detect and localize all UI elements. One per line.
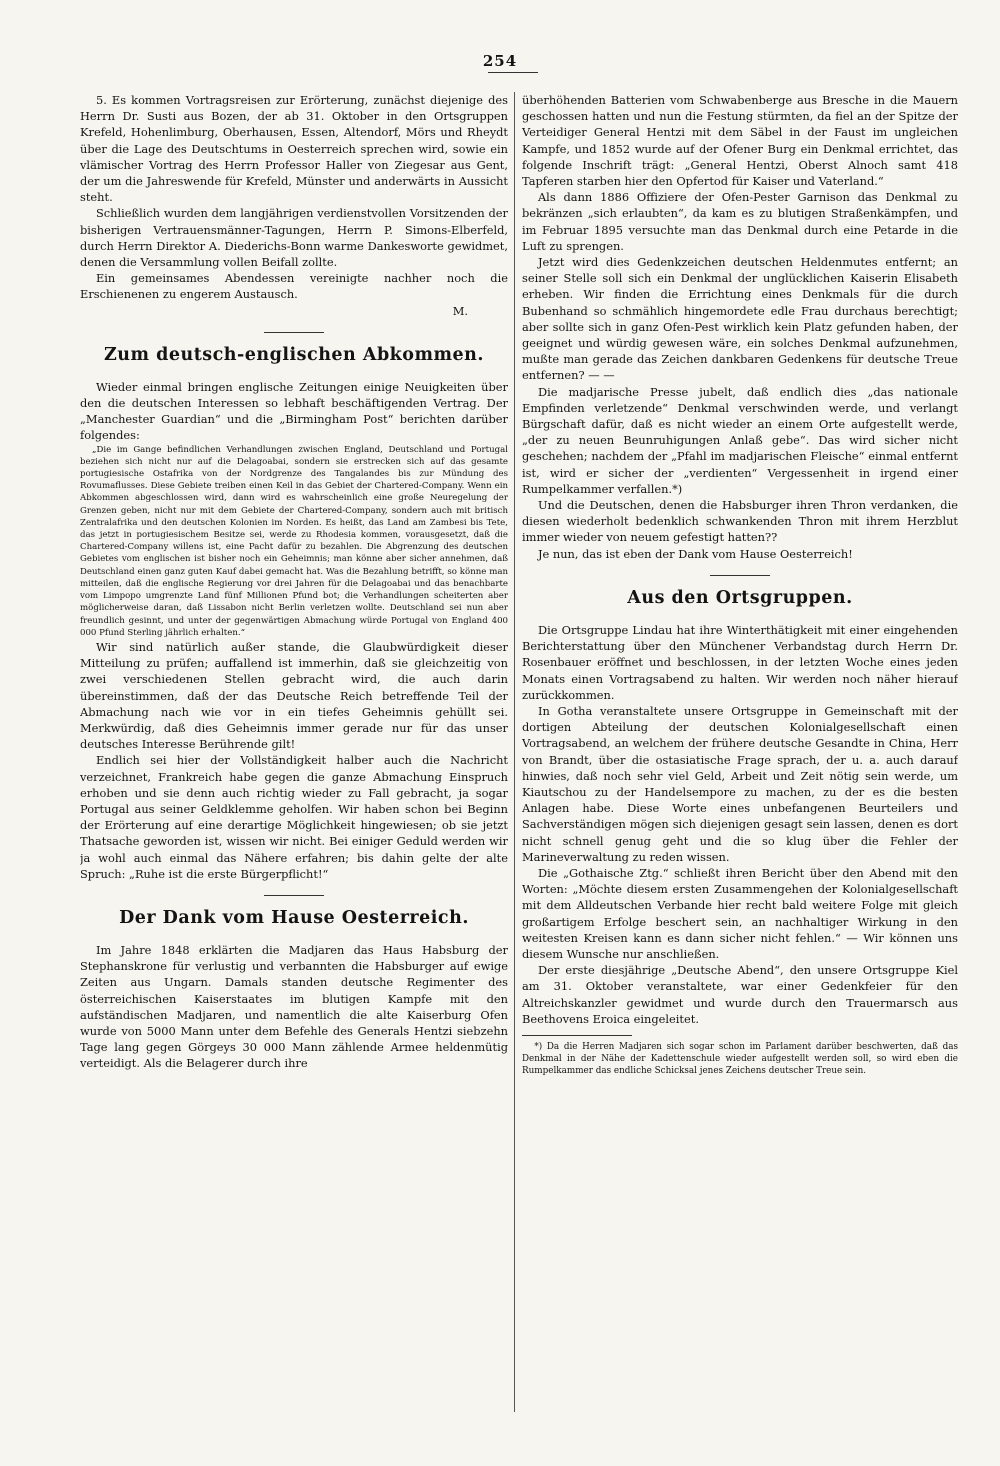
article-paragraph: Wieder einmal bringen englische Zeitungen einige Neuigkeiten über den die deutschen Interessen so lebhaft beschäftigenden Vertrag. Der „Manchester Guardian“ und die „Birmingham Post“ berichten darüber folgendes:	[80, 379, 508, 443]
article-paragraph: Die madjarische Presse jubelt, daß endlich dies „das nationale Empfinden verletzende“ Denkmal verschwinden werde, und verlangt Bürgschaft dafür, daß es nicht wieder an einem Orte aufgestellt werde, „der zu neuen Beunruhigungen Anlaß gebe“. Das wird sicher nicht geschehen; nachdem der „Pfahl im madjarischen Fleische“ einmal entfernt ist, wird er sicher der „verdienten“ Vergessenheit in irgend einer Rumpelkammer verfallen.*)	[522, 384, 958, 496]
article-title-dank: Der Dank vom Hause Oesterreich.	[119, 907, 469, 928]
article-paragraph: Wir sind natürlich außer stande, die Glaubwürdigkeit dieser Mitteilung zu prüfen; auffallend ist immerhin, daß sie gleichzeitig von zwei verschiedenen Stellen gebracht wird, die auch darin übereinstimmen, daß der das Deutsche Reich betreffende Teil der Abmachung nach wie vor in ein tiefes Geheimnis gehüllt sei. Merkwürdig, daß dies Geheimnis immer gerade nur für das unser deutsches Interesse Berührende gilt!	[80, 639, 508, 752]
right-column	[522, 92, 958, 1432]
page-number: 254	[482, 52, 518, 70]
article-paragraph: Der erste diesjährige „Deutsche Abend“, den unsere Ortsgruppe Kiel am 31. Oktober veranstaltete, war einer Gedenkfeier für den Altreichskanzler gewidmet und wurde durch den Trauermarsch aus Beethovens Eroica eingeleitet.	[522, 963, 958, 1026]
article-paragraph: Und die Deutschen, denen die Habsburger ihren Thron verdanken, die diesen wiederholt bedenklich schwankenden Thron mit ihrem Herzblut immer wieder von neuem gefestigt hatten??	[522, 498, 958, 545]
article-paragraph: Jetzt wird dies Gedenkzeichen deutschen Heldenmutes entfernt; an seiner Stelle soll sich ein Denkmal der unglücklichen Kaiserin Elisabeth erheben. Wir finden die Errichtung eines Denkmals für die durch Bubenhand so schmählich hingemordete edle Frau durchaus berechtigt; aber sollte sich in ganz Ofen-Pest wirklich kein Platz gefunden haben, der geeignet und würdig gewesen wäre, ein solches Denkmal aufzunehmen, mußte man gerade das Zeichen dankbaren Gedenkens für deutsche Treue entfernen? — —	[522, 255, 958, 383]
intro-paragraph: Ein gemeinsames Abendessen vereinigte nachher noch die Erschienenen zu engerem Austausch.	[80, 271, 508, 302]
footnote-rule	[522, 1035, 632, 1036]
page-number-rule	[488, 72, 538, 73]
left-column	[80, 92, 508, 1432]
article-paragraph: Als dann 1886 Offiziere der Ofen-Pester Garnison das Denkmal zu bekränzen „sich erlaubten“, da kam es zu blutigen Straßenkämpfen, und im Februar 1895 versuchte man das Denkmal durch eine Petarde in die Luft zu sprengen.	[522, 190, 958, 253]
article-paragraph: In Gotha veranstaltete unsere Ortsgruppe in Gemeinschaft mit der dortigen Abteilung der deutschen Kolonialgesellschaft einen Vortragsabend, an welchem der frühere deutsche Gesandte in China, Herr von Brandt, über die ostasiatische Frage sprach, der u. a. auch darauf hinwies, daß noch sehr viel Geld, Arbeit und Zeit nötig sein werde, um Kiautschou zu der Handelsempore zu machen, zu der es die besten Anlagen habe. Diese Worte eines unbefangenen Beurteilers und Sachverständigen mögen sich diejenigen gesagt sein lassen, denen es dort nicht schnell genug geht und die so klug über die Fehler der Marineverwaltung zu reden wissen.	[522, 703, 958, 864]
article-paragraph: Im Jahre 1848 erklärten die Madjaren das Haus Habsburg der Stephanskrone für verlustig und verbannten die Habsburger auf ewige Zeiten aus Ungarn. Damals standen deutsche Regimenter des österreichischen Kaiserstaates im blutigen Kampfe mit den aufständischen Madjaren, und namentlich die alte Kaiserburg Ofen wurde von 5000 Mann unter dem Befehle des Generals Hentzi siebzehn Tage lang gegen Görgeys 30 000 Mann zählende Armee heldenmütig verteidigt. Als die Belagerer durch ihre	[80, 942, 508, 1071]
intro-paragraph: 5. Es kommen Vortragsreisen zur Erörterung, zunächst diejenige des Herrn Dr. Susti aus Bozen, der ab 31. Oktober in den Ortsgruppen Krefeld, Hohenlimburg, Oberhausen, Essen, Altendorf, Mörs und Rheydt über die Lage des Deutschtums in Oesterreich sprechen wird, sowie ein vlämischer Vortrag des Herrn Professor Haller von Ziegesar aus Gent, der um die Jahreswende für Krefeld, Münster und anderwärts in Aussicht steht.	[80, 93, 508, 205]
intro-paragraph: Schließlich wurden dem langjährigen verdienstvollen Vorsitzenden der bisherigen Vertrauensmänner-Tagungen, Herrn P. Simons-Elberfeld, durch Herrn Direktor A. Diederichs-Bonn warme Dankesworte gewidmet, denen die Versammlung vollen Beifall zollte.	[80, 206, 508, 270]
article-quote: „Die im Gange befindlichen Verhandlungen zwischen England, Deutschland und Portugal beziehen sich nicht nur auf die Delagoabai, sondern sie erstrecken sich auf das gesamte portugiesische Ostafrika von der Nordgrenze des Tangalandes bis zur Mündung des Rovumaflusses. Diese Gebiete treiben einen Keil in das Gebiet der Chartered-Company. Wenn ein Abkommen abgeschlossen wird, dann wird es wahrscheinlich eine große Neuregelung der Grenzen geben, nicht nur mit dem Gebiete der Chartered-Company, sondern auch mit britisch Zentralafrika und den deutschen Kolonien im Norden. Es heißt, das Land am Zambesi bis Tete, das jetzt in portugiesischem Besitze sei, werde zu Rhodesia kommen, vorausgesetzt, daß die Chartered-Company willens ist, eine Pacht dafür zu bezahlen. Die Abgrenzung des deutschen Gebietes vom englischen ist bisher noch ein Geheimnis; man könne aber sicher annehmen, daß Deutschland einen ganz guten Kauf dabei gemacht hat. Was die Bezahlung betrifft, so könne man mitteilen, daß die englische Regierung vor drei Jahren für die Delagoabai und das benachbarte vom Limpopo umgrenzte Land fünf Millionen Pfund bot; die Verhandlungen scheiterten aber möglicherweise daran, daß Lissabon nicht Berlin verletzen wollte. Deutschland sei nun aber freundlich gesinnt, und unter der gegenwärtigen Abmachung würde Portugal von England 400 000 Pfund Sterling jährlich erhalten.“	[80, 444, 508, 638]
article-paragraph: Die Ortsgruppe Lindau hat ihre Winterthätigkeit mit einer eingehenden Berichterstattung über den Münchener Verbandstag durch Herrn Dr. Rosenbauer eröffnet und beschlossen, in der letzten Woche eines jeden Monats einen Vortragsabend zu halten. Wir werden noch näher hierauf zurückkommen.	[522, 622, 958, 702]
article-paragraph: Je nun, das ist eben der Dank vom Hause Oesterreich!	[537, 546, 853, 561]
section-divider	[264, 332, 324, 333]
article-paragraph: Endlich sei hier der Vollständigkeit halber auch die Nachricht verzeichnet, Frankreich habe gegen die ganze Abmachung Einspruch erhoben und sie denn auch richtig wieder zu Fall gebracht, ja sogar Portugal aus seiner Geldklemme geholfen. Wir haben schon bei Beginn der Erörterung auf eine derartige Möglichkeit hingewiesen; ob sie jetzt Thatsache geworden ist, wissen wir nicht. Bei einiger Geduld werden wir ja wohl auch einmal das Nähere erfahren; bis dahin gelte der alte Spruch: „Ruhe ist die erste Bürgerpflicht!“	[80, 753, 508, 881]
intro-signature: M.	[452, 303, 468, 318]
section-divider	[710, 575, 770, 576]
column-divider	[514, 92, 515, 1412]
article-paragraph: Die „Gothaische Ztg.“ schließt ihren Bericht über den Abend mit den Worten: „Möchte diesem ersten Zusammengehen der Kolonialgesellschaft mit dem Alldeutschen Verbande hier recht bald weitere Folge mit gleich großartigem Erfolge beschert sein, an nachhaltiger Wirkung in den weitesten Kreisen kann es dann sicher nicht fehlen.“ — Wir können uns diesem Wunsche nur anschließen.	[522, 865, 958, 961]
article-title-abkommen: Zum deutsch-englischen Abkommen.	[104, 344, 484, 365]
section-divider	[264, 895, 324, 896]
footnote: *) Da die Herren Madjaren sich sogar schon im Parlament darüber beschwerten, daß das Denkmal in der Nähe der Kadettenschule wieder aufgestellt werden soll, so wird eben die Rumpelkammer das endliche Schicksal jenes Zeichens deutscher Treue sein.	[522, 1041, 958, 1077]
article-paragraph: überhöhenden Batterien vom Schwabenberge aus Bresche in die Mauern geschossen hatten und nun die Festung stürmten, da fiel an der Spitze der Verteidiger General Hentzi mit dem Säbel in der Faust im ungleichen Kampfe, und 1852 wurde auf der Ofener Burg ein Denkmal errichtet, das folgende Inschrift trägt: „General Hentzi, Oberst Alnoch samt 418 Tapferen starben hier den Opfertod für Kaiser und Vaterland.“	[522, 93, 958, 189]
article-title-ortsgruppen: Aus den Ortsgruppen.	[627, 587, 853, 608]
